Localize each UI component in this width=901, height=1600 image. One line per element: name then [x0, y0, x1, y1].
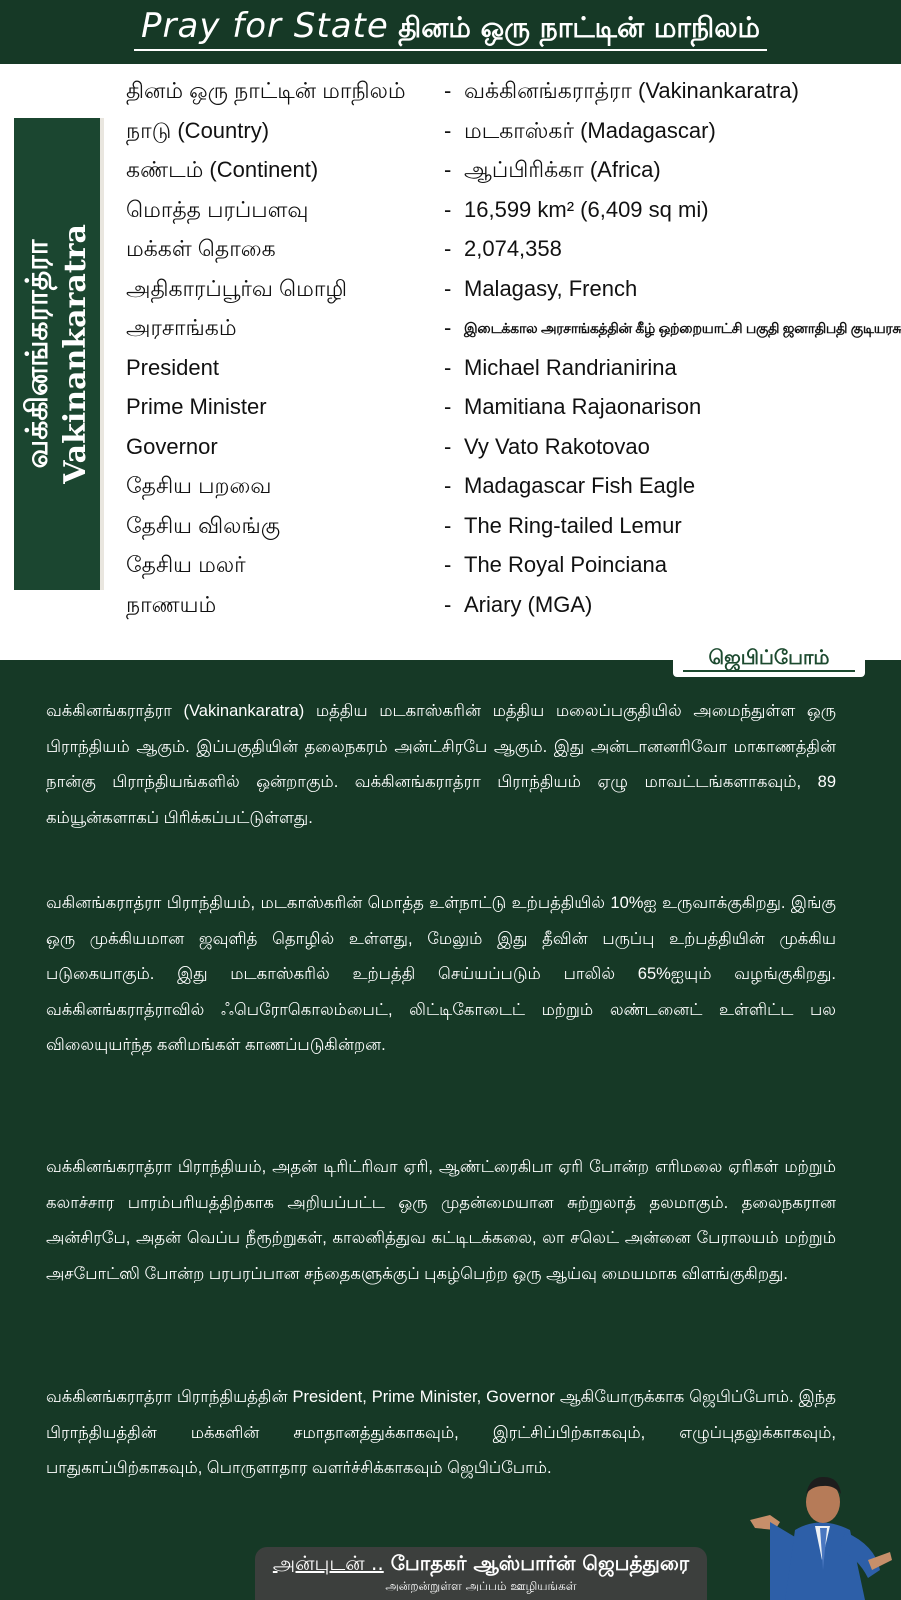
fact-value: Malagasy, French — [464, 275, 638, 301]
fact-separator: - — [444, 117, 452, 143]
paragraph-overview: வக்கினங்கராத்ரா (Vakinankaratra) மத்திய மடகாஸ்கரின் மத்திய மலைப்பகுதியில் அமைந்துள்ள ஒரு பிராந்தியம் ஆகும். இப்பகுதியின் தலைநகரம் அன்ட்சிரபே ஆகும். இது அன்டானனரிவோ மாகாணத்தின் நான்கு பிராந்தியங்களில் ஒன்றாகும். வக்கினங்கராத்ரா பிராந்தியம் ஏழு மாவட்டங்களாகவும், 89 கம்யூன்களாகப் பிரிக்கப்பட்டுள்ளது. — [46, 702, 836, 827]
paragraph-tourism: வக்கினங்கராத்ரா பிராந்தியம், அதன் டிரிட்ரிவா ஏரி, ஆண்ட்ரைகிபா ஏரி போன்ற எரிமலை ஏரிகள் மற்றும் கலாச்சார பாரம்பரியத்திற்காக அறியப்பட்ட ஒரு முதன்மையான சுற்றுலாத் தலமாகும். தலைநகரான அன்சிரபே, அதன் வெப்ப நீரூற்றுகள், காலனித்துவ கட்டிடக்கலை, லா சலெட் அன்னை பேராலயம் மற்றும் அசபோட்ஸி போன்ற பரபரப்பான சந்தைகளுக்குப் புகழ்பெற்ற ஒரு ஆய்வு மையமாக விளங்குகிறது. — [46, 1158, 836, 1283]
fact-label: நாணயம் — [126, 591, 217, 617]
fact-label: மொத்த பரப்பளவு — [126, 196, 309, 222]
fact-label: அரசாங்கம் — [126, 315, 237, 340]
fact-row — [126, 232, 896, 272]
fact-value: Madagascar Fish Eagle — [464, 473, 696, 498]
fact-row — [126, 588, 896, 628]
fact-label: தேசிய மலர் — [126, 552, 246, 577]
fact-label: மக்கள் தொகை — [126, 236, 276, 261]
fact-separator: - — [444, 236, 452, 261]
footer-name: போதகர் ஆஸ்பார்ன் ஜெபத்துரை — [390, 1551, 690, 1575]
fact-label: தேசிய விலங்கு — [126, 512, 281, 538]
footer-signature — [255, 1547, 707, 1600]
paragraph-economy: வகினங்கராத்ரா பிராந்தியம், மடகாஸ்கரின் மொத்த உள்நாட்டு உற்பத்தியில் 10%ஐ உருவாக்குகிறது. இங்கு ஒரு முக்கியமான ஜவுளித் தொழில் உள்ளது, மேலும் இது தீவின் பருப்பு உற்பத்தியின் முக்கிய படுகையாகும். இது மடகாஸ்கரில் உற்பத்தி செய்யப்படும் பாலில் 65%ஐயும் வழங்குகிறது. வக்கினங்கராத்ராவில் ஃபெரோகொலம்பைட், லிட்டிகோடைட் மற்றும் லண்டனைட் உள்ளிட்ட பல விலையுயர்ந்த கனிமங்கள் காணப்படுகின்றன. — [46, 894, 836, 1054]
fact-label: Governor — [126, 433, 218, 459]
fact-separator: - — [444, 275, 452, 301]
speaker-figure-icon — [740, 1460, 901, 1600]
fact-row — [126, 390, 896, 430]
title-tamil: தினம் ஒரு நாட்டின் மாநிலம் — [398, 11, 760, 44]
fact-separator: - — [444, 552, 452, 577]
header-bar — [0, 0, 901, 64]
fact-label: அதிகாரப்பூர்வ மொழி — [126, 275, 348, 301]
title-english: Pray for State — [141, 6, 389, 46]
fact-label: நாடு (Country) — [126, 117, 270, 143]
side-banner-name-tamil: வக்கினங்கராத்ரா — [20, 239, 55, 469]
fact-row — [126, 114, 896, 154]
fact-label: தேசிய பறவை — [126, 473, 272, 498]
pray-badge — [673, 641, 865, 677]
fact-value: Mamitiana Rajaonarison — [464, 394, 702, 419]
facts-list — [126, 74, 901, 627]
fact-value: The Ring-tailed Lemur — [464, 512, 682, 538]
fact-value: Ariary (MGA) — [464, 591, 593, 617]
page-title — [0, 6, 901, 48]
footer-prefix: அன்புடன் .. — [272, 1551, 384, 1575]
fact-row — [126, 74, 896, 114]
fact-label: கண்டம் (Continent) — [126, 157, 319, 182]
fact-value: 2,074,358 — [464, 236, 562, 261]
fact-separator: - — [444, 157, 452, 182]
footer-name-line — [255, 1551, 707, 1578]
side-banner-name-english: Vakinankaratra — [58, 224, 93, 484]
fact-value: இடைக்கால அரசாங்கத்தின் கீழ் ஒற்றையாட்சி பகுதி ஜனாதிபதி குடியரசு — [464, 320, 901, 336]
fact-row — [126, 311, 901, 351]
fact-row — [126, 351, 896, 391]
fact-separator: - — [444, 473, 452, 498]
fact-row — [126, 548, 896, 588]
fact-separator: - — [444, 354, 452, 380]
pray-badge-underline — [683, 670, 855, 672]
fact-separator: - — [444, 196, 452, 222]
fact-separator: - — [444, 433, 452, 459]
fact-label: தினம் ஒரு நாட்டின் மாநிலம் — [126, 78, 406, 103]
fact-row — [126, 430, 896, 470]
paragraph-prayer: வக்கினங்கராத்ரா பிராந்தியத்தின் President, Prime Minister, Governor ஆகியோருக்காக ஜெபிப்போம். இந்த பிராந்தியத்தின் மக்களின் சமாதானத்துக்காகவும், இரட்சிப்பிற்காகவும், எழுப்புதலுக்காகவும், பாதுகாப்பிற்காகவும், பொருளாதார வளர்ச்சிக்காகவும் ஜெபிப்போம். — [46, 1388, 836, 1477]
fact-row — [126, 272, 896, 312]
fact-row — [126, 193, 896, 233]
fact-separator: - — [444, 315, 452, 340]
fact-separator: - — [444, 512, 452, 538]
fact-separator: - — [444, 591, 452, 617]
footer-subtitle: அன்றன்றுள்ள அப்பம் ஊழியங்கள் — [385, 1579, 577, 1593]
fact-value: ஆப்பிரிக்கா (Africa) — [464, 157, 661, 182]
speaker-photo — [740, 1460, 901, 1600]
pray-badge-label: ஜெபிப்போம் — [708, 645, 830, 669]
fact-value: 16,599 km² (6,409 sq mi) — [464, 196, 709, 222]
fact-value: The Royal Poinciana — [464, 552, 668, 577]
title-underline — [134, 49, 767, 51]
fact-row — [126, 469, 896, 509]
fact-row — [126, 153, 896, 193]
fact-separator: - — [444, 394, 452, 419]
fact-label: President — [126, 354, 219, 380]
fact-value: Vy Vato Rakotovao — [464, 433, 650, 459]
fact-label: Prime Minister — [126, 394, 267, 419]
fact-value: மடகாஸ்கர் (Madagascar) — [464, 117, 716, 143]
fact-separator: - — [444, 78, 452, 103]
fact-value: வக்கினங்கராத்ரா (Vakinankaratra) — [464, 78, 799, 103]
fact-value: Michael Randrianirina — [464, 354, 677, 380]
fact-row — [126, 509, 896, 549]
side-banner-text — [19, 224, 95, 484]
